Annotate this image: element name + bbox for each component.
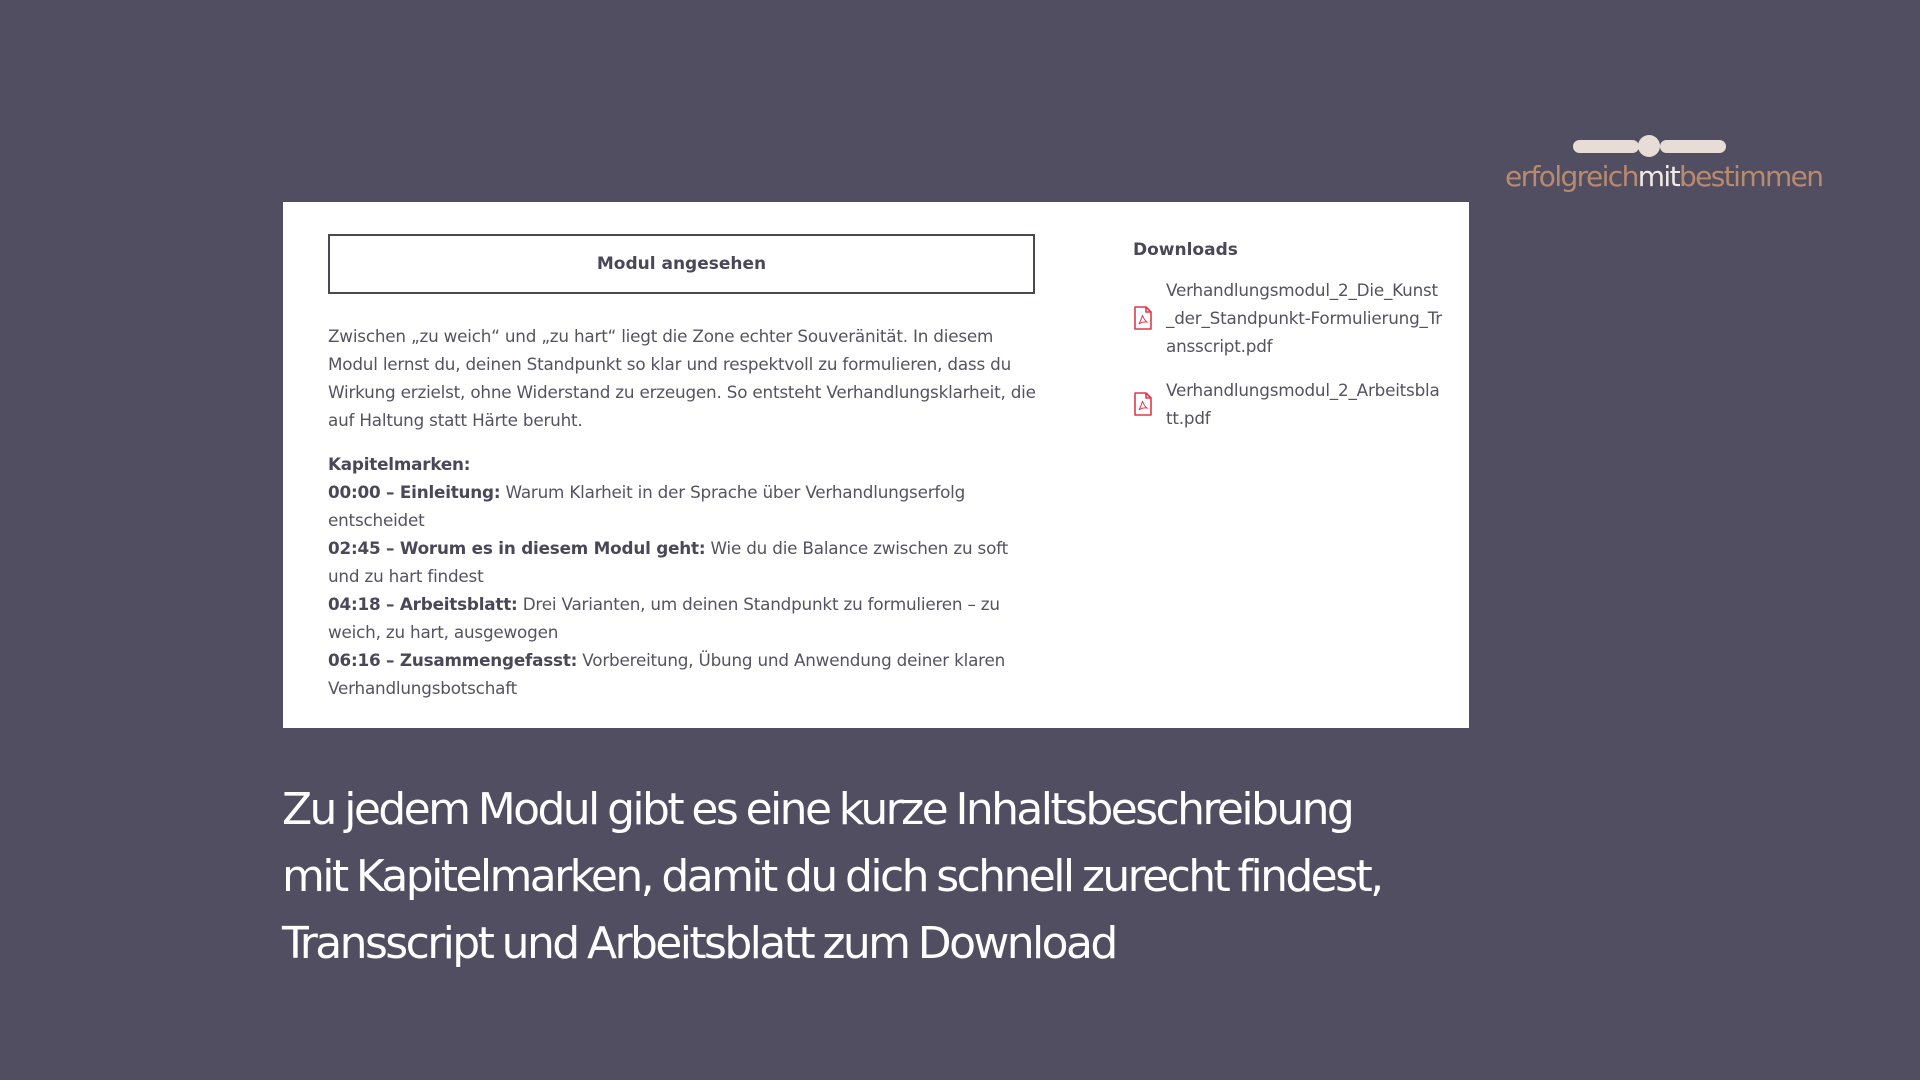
logo-bar-right (1660, 140, 1726, 153)
pdf-file-icon (1133, 306, 1153, 330)
download-filename: Verhandlungsmodul_2_Die_Kunst_der_Standpunkt-Formulierung_Transscript.pdf (1166, 280, 1442, 356)
chapter-item (328, 478, 1036, 534)
chapter-text: Warum Klarheit in der Sprache über Verhandlungserfolg entscheidet (328, 482, 966, 530)
chapter-item (328, 590, 1036, 646)
logo-bar-left (1573, 140, 1639, 153)
caption-line: Transscript und Arbeitsblatt zum Download (282, 918, 1116, 969)
brand-logo (1505, 134, 1823, 194)
chapter-item (328, 534, 1036, 590)
chapter-item (328, 646, 1036, 702)
chapter-text: Wie du die Balance zwischen zu soft und zu hart findest (328, 538, 1008, 586)
chapter-label: 00:00 – Einleitung: (328, 482, 501, 502)
chapter-text: Vorbereitung, Übung und Anwendung deiner klaren Verhandlungsbotschaft (328, 650, 1006, 698)
chapter-label: 02:45 – Worum es in diesem Modul geht: (328, 538, 706, 558)
download-link-transcript[interactable] (1133, 276, 1443, 360)
download-filename: Verhandlungsmodul_2_Arbeitsblatt.pdf (1166, 380, 1440, 428)
module-content (328, 234, 1036, 702)
chapters-heading: Kapitelmarken: (328, 454, 471, 474)
logo-mark-icon (1569, 134, 1729, 156)
module-description: Zwischen „zu weich“ und „zu hart“ liegt die Zone echter Souveränität. In diesem Modul lernst du, deinen Standpunkt so klar und respektvoll zu formulieren, dass du Wirkung erzielst, ohne Widerstand zu erzeugen. So entsteht Verhandlungsklarheit, die auf Haltung statt Härte beruht. (328, 326, 1036, 430)
chapter-label: 06:16 – Zusammengefasst: (328, 650, 578, 670)
download-link-worksheet[interactable] (1133, 376, 1443, 432)
downloads-panel (1133, 234, 1443, 432)
chapter-text: Drei Varianten, um deinen Standpunkt zu formulieren – zu weich, zu hart, ausgewogen (328, 594, 1000, 642)
logo-text-part3: bestimmen (1678, 160, 1823, 193)
caption-line: mit Kapitelmarken, damit du dich schnell zurecht findest, (282, 851, 1382, 902)
logo-wordmark (1505, 160, 1822, 193)
logo-text-part2: mit (1637, 160, 1679, 193)
chapter-label: 04:18 – Arbeitsblatt: (328, 594, 518, 614)
module-card (283, 202, 1469, 728)
caption-line: Zu jedem Modul gibt es eine kurze Inhaltsbeschreibung (282, 784, 1353, 835)
slide-caption (282, 776, 1482, 977)
downloads-heading: Downloads (1133, 240, 1238, 260)
logo-text-part1: erfolgreich (1505, 160, 1638, 193)
module-watched-button[interactable]: Modul angesehen (328, 234, 1035, 294)
chapter-list (328, 450, 1036, 702)
pdf-file-icon (1133, 392, 1153, 416)
logo-dot (1638, 135, 1660, 157)
